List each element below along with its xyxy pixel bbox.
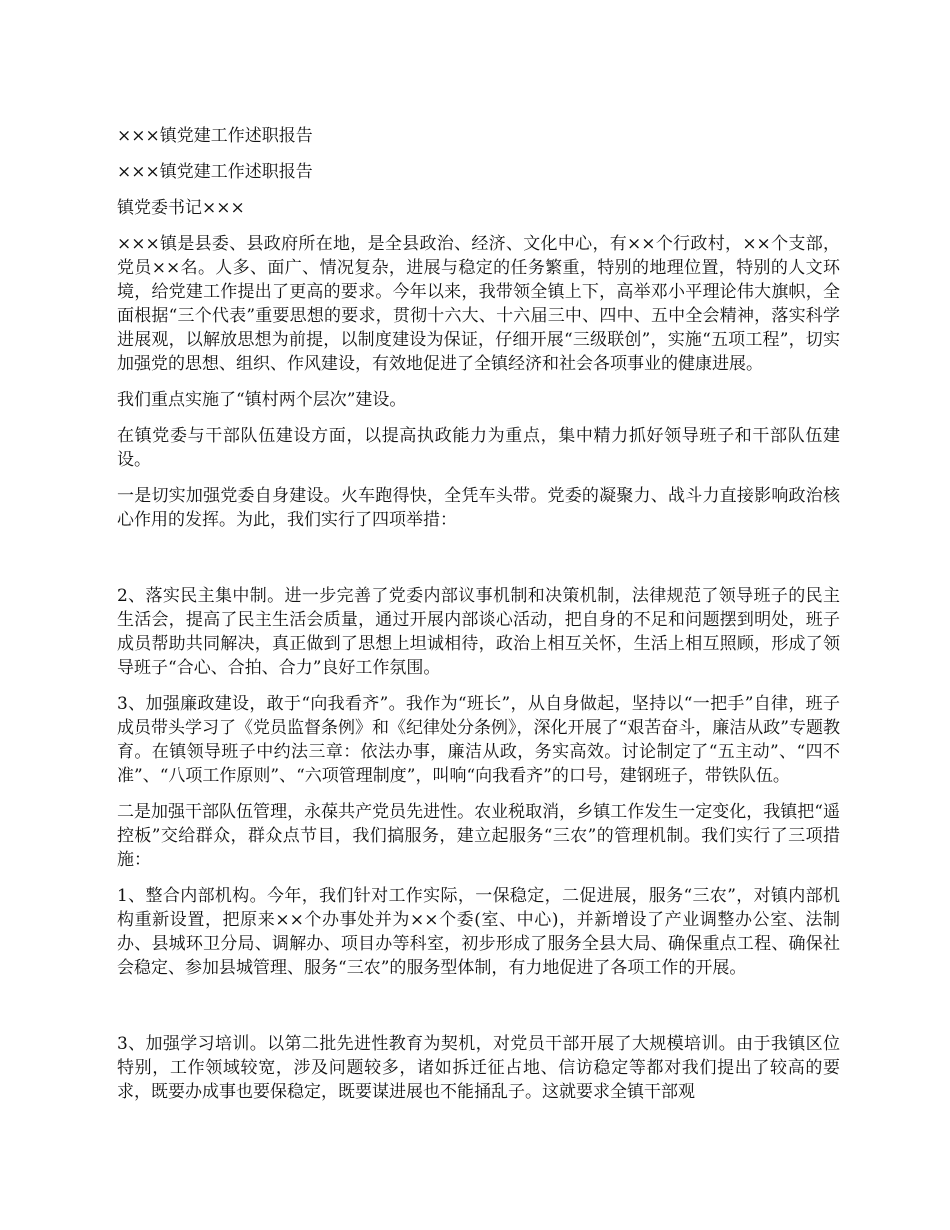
paragraph-focus: 我们重点实施了“镇村两个层次”建设。 — [117, 390, 407, 410]
paragraph-team-building: 在镇党委与干部队伍建设方面，以提高执政能力为重点，集中精力抓好领导班子和干部队伍建设。 — [117, 426, 840, 470]
paragraph-party-committee: 一是切实加强党委自身建设。火车跑得快，全凭车头带。党委的凝聚力、战斗力直接影响政治核心作用的发挥。为此，我们实行了四项举措： — [117, 486, 840, 530]
paragraph-democratic-centralism: 2、落实民主集中制。进一步完善了党委内部议事机制和决策机制，法律规范了领导班子的民主生活会，提高了民主生活会质量，通过开展内部谈心活动，把自身的不足和问题摆到明处，班子成员帮助共同解决，真正做到了思想上坦诚相待，政治上相互关怀，生活上相互照顾，形成了领导班子“合心、合拍、合力”良好工作氛围。 — [117, 586, 840, 678]
paragraph-intro: ×××镇是县委、县政府所在地，是全县政治、经济、文化中心，有××个行政村，××个支部，党员××名。人多、面广、情况复杂，进展与稳定的任务繁重，特别的地理位置，特别的人文环境，给党建工作提出了更高的要求。今年以来，我带领全镇上下，高举邓小平理论伟大旗帜，全面根据“三个代表”重要思想的要求，贯彻十六大、十六届三中、四中、五中全会精神，落实科学进展观，以解放思想为前提，以制度建设为保证，仔细开展“三级联创”，实施“五项工程”，切实加强党的思想、组织、作风建设，有效地促进了全镇经济和社会各项事业的健康进展。 — [117, 234, 840, 374]
paragraph-institution-reform: 1、整合内部机构。今年，我们针对工作实际，一保稳定，二促进展，服务“三农”，对镇内部机构重新设置，把原来××个办事处并为××个委(室、中心)，并新增设了产业调整办公室、法制办、县城环卫分局、调解办、项目办等科室，初步形成了服务全县大局、确保重点工程、确保社会稳定、参加县城管理、服务“三农”的服务型体制，有力地促进了各项工作的开展。 — [117, 886, 840, 978]
document-title: ×××镇党建工作述职报告 — [117, 126, 313, 146]
paragraph-training: 3、加强学习培训。以第二批先进性教育为契机，对党员干部开展了大规模培训。由于我镇区位特别，工作领域较宽，涉及问题较多，诸如拆迁征占地、信访稳定等都对我们提出了较高的要求，既要办成事也要保稳定，既要谋进展也不能捅乱子。这就要求全镇干部观 — [117, 1034, 840, 1102]
paragraph-clean-governance: 3、加强廉政建设，敢于“向我看齐”。我作为“班长”，从自身做起，坚持以“一把手”自律，班子成员带头学习了《党员监督条例》和《纪律处分条例》，深化开展了“艰苦奋斗，廉洁从政”专题教育。在镇领导班子中约法三章：依法办事，廉洁从政，务实高效。讨论制定了“五主动”、“四不准”、“八项工作原则”、“六项管理制度”，叫响“向我看齐”的口号，建钢班子，带铁队伍。 — [117, 694, 840, 786]
document-heading: ×××镇党建工作述职报告 — [117, 162, 313, 182]
blank-gap — [117, 992, 840, 1032]
blank-gap — [117, 544, 840, 584]
paragraph-cadre-management: 二是加强干部队伍管理，永葆共产党员先进性。农业税取消，乡镇工作发生一定变化，我镇把“遥控板”交给群众，群众点节目，我们搞服务，建立起服务“三农”的管理机制。我们实行了三项措施： — [117, 802, 840, 870]
document-author: 镇党委书记××× — [117, 198, 245, 218]
document-body — [117, 124, 840, 1116]
